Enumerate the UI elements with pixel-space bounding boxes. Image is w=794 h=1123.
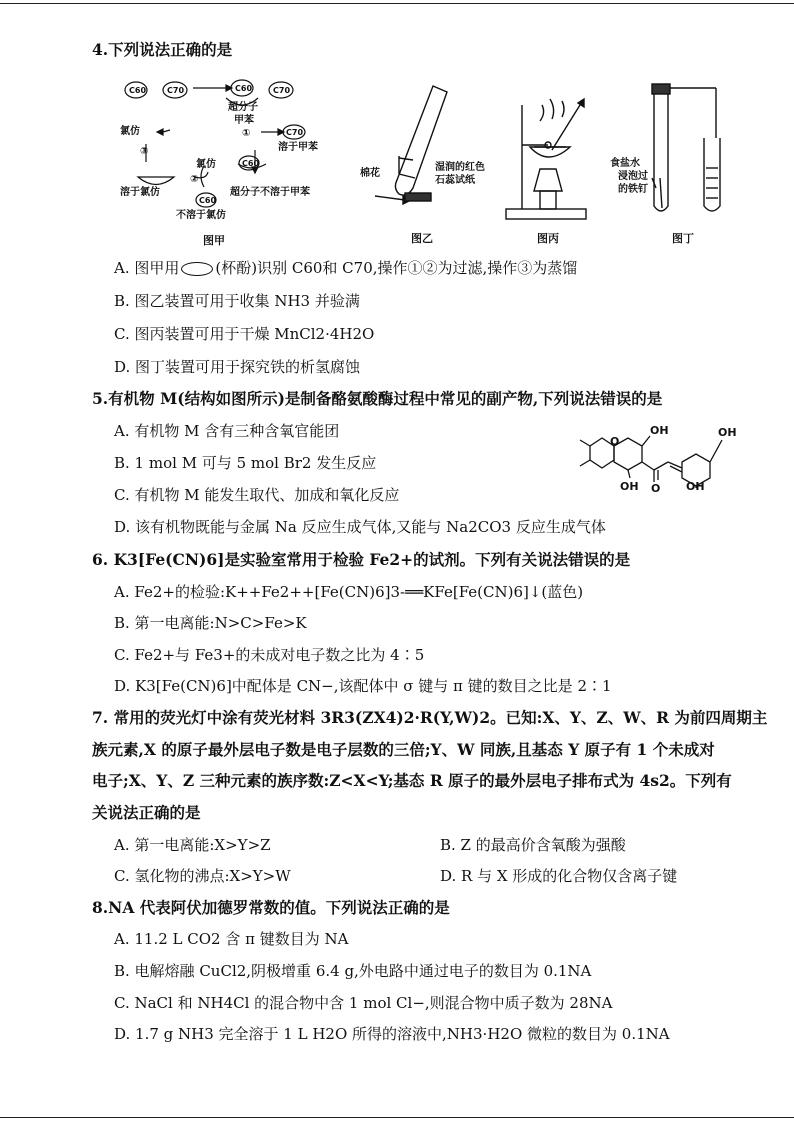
q6-option-d[interactable]: D. K3[Fe(CN)6]中配体是 CN−,该配体中 σ 键与 π 键的数目之比是 2∶1 xyxy=(114,677,612,695)
figure-yi-label: 图乙 xyxy=(411,232,433,245)
struct-oh-3: OH xyxy=(620,480,639,493)
q5-option-a[interactable]: A. 有机物 M 含有三种含氧官能团 xyxy=(114,422,340,440)
yi-paper-line2: 石蕊试纸 xyxy=(435,175,475,186)
jia-step1: ① xyxy=(242,128,251,139)
q7-option-b[interactable]: B. Z 的最高价含氧酸为强酸 xyxy=(440,836,626,854)
q4-option-a[interactable] xyxy=(114,258,577,278)
ding-line3: 的铁钉 xyxy=(618,184,648,195)
q7-option-a[interactable]: A. 第一电离能:X>Y>Z xyxy=(114,836,271,854)
q6-option-c[interactable]: C. Fe2+与 Fe3+的未成对电子数之比为 4∶5 xyxy=(114,646,425,664)
figure-ding xyxy=(600,78,750,228)
q4-stem: 4.下列说法正确的是 xyxy=(92,40,233,59)
jia-insoluble-chloroform: 不溶于氯仿 xyxy=(176,210,226,221)
q7-line3: 电子;X、Y、Z 三种元素的族序数:Z<X<Y;基态 R 原子的最外层电子排布式为 4s2。下列有 xyxy=(92,771,732,790)
jia-dissolve-toluene: 溶于甲苯 xyxy=(278,142,318,153)
jia-c70-3: C70 xyxy=(286,128,304,137)
figure-bing xyxy=(500,95,600,225)
q6-stem: 6. K3[Fe(CN)6]是实验室常用于检验 Fe2+的试剂。下列有关说法错误的是 xyxy=(92,550,631,569)
q8-option-c[interactable]: C. NaCl 和 NH4Cl 的混合物中含 1 mol Cl−,则混合物中质子数为 28NA xyxy=(114,994,613,1012)
jia-c60-1: C60 xyxy=(129,86,147,95)
q7-option-d[interactable]: D. R 与 X 形成的化合物仅含离子键 xyxy=(440,867,678,885)
q8-option-a[interactable]: A. 11.2 L CO2 含 π 键数目为 NA xyxy=(114,930,349,948)
jia-step2: ② xyxy=(190,174,199,185)
bottom-border xyxy=(0,1117,794,1118)
ding-line1: 食盐水 xyxy=(610,158,640,169)
jia-c60-4: C60 xyxy=(199,196,217,205)
figure-bing-label: 图丙 xyxy=(537,232,559,245)
struct-carbonyl-o: O xyxy=(651,482,661,495)
q7-line4: 关说法正确的是 xyxy=(92,803,201,822)
jia-c70-2: C70 xyxy=(273,86,291,95)
q8-stem: 8.NA 代表阿伏加德罗常数的值。下列说法正确的是 xyxy=(92,898,450,917)
q5-option-d[interactable]: D. 该有机物既能与金属 Na 反应生成气体,又能与 Na2CO3 反应生成气体 xyxy=(114,518,606,536)
q4-option-c[interactable]: C. 图丙装置可用于干燥 MnCl2·4H2O xyxy=(114,325,375,343)
q5-stem: 5.有机物 M(结构如图所示)是制备酪氨酸酶过程中常见的副产物,下列说法错误的是 xyxy=(92,389,663,408)
q7-line2: 族元素,X 的原子最外层电子数是电子层数的三倍;Y、W 同族,且基态 Y 原子有 1 个未成对 xyxy=(92,740,715,759)
jia-chloroform-1: 氯仿 xyxy=(120,126,140,137)
q5-option-c[interactable]: C. 有机物 M 能发生取代、加成和氧化反应 xyxy=(114,486,400,504)
jia-insoluble-toluene: 超分子不溶于甲苯 xyxy=(230,187,310,198)
calixarene-icon xyxy=(181,262,213,276)
jia-c60-3: C60 xyxy=(242,159,260,168)
ding-line2: 浸泡过 xyxy=(618,171,648,182)
figure-jia xyxy=(118,72,358,247)
top-border xyxy=(0,3,794,4)
q6-option-a[interactable]: A. Fe2+的检验:K++Fe2++[Fe(CN)6]3-══KFe[Fe(CN)6]↓(蓝色) xyxy=(114,583,584,601)
struct-oh-4: OH xyxy=(686,480,705,493)
q8-option-b[interactable]: B. 电解熔融 CuCl2,阴极增重 6.4 g,外电路中通过电子的数目为 0.1NA xyxy=(114,962,592,980)
q4-option-a-pre: A. 图甲用 xyxy=(114,259,180,277)
struct-ring-o: O xyxy=(610,435,620,448)
q7-line1: 7. 常用的荧光灯中涂有荧光材料 3R3(ZX4)2·R(Y,W)2。已知:X、Y、Z、W、R 为前四周期主 xyxy=(92,708,768,727)
jia-c70-1: C70 xyxy=(167,86,185,95)
jia-supramolecule-1: 超分子 xyxy=(228,102,258,113)
q4-option-d[interactable]: D. 图丁装置可用于探究铁的析氢腐蚀 xyxy=(114,358,361,376)
q4-option-b[interactable]: B. 图乙装置可用于收集 NH3 并验满 xyxy=(114,292,360,310)
jia-step3: ③ xyxy=(140,146,149,157)
q5-option-b[interactable]: B. 1 mol M 可与 5 mol Br2 发生反应 xyxy=(114,454,377,472)
yi-paper-line1: 湿润的红色 xyxy=(435,162,485,173)
q4-option-a-post: (杯酚)识别 C60和 C70,操作①②为过滤,操作③为蒸馏 xyxy=(215,259,578,277)
yi-cotton: 棉花 xyxy=(360,168,380,179)
q7-option-c[interactable]: C. 氢化物的沸点:X>Y>W xyxy=(114,867,291,885)
figure-ding-label: 图丁 xyxy=(672,232,694,245)
figure-yi xyxy=(355,78,515,228)
struct-oh-2: OH xyxy=(718,426,737,439)
figure-jia-label: 图甲 xyxy=(203,234,225,247)
jia-chloroform-2: 氯仿 xyxy=(196,159,216,170)
q8-option-d[interactable]: D. 1.7 g NH3 完全溶于 1 L H2O 所得的溶液中,NH3·H2O 微粒的数目为 0.1NA xyxy=(114,1025,670,1043)
jia-c60-2: C60 xyxy=(235,84,253,93)
jia-dissolve-chloroform: 溶于氯仿 xyxy=(120,187,160,198)
jia-toluene: 甲苯 xyxy=(234,115,254,126)
struct-oh-1: OH xyxy=(650,424,669,437)
molecule-m-structure xyxy=(570,418,770,498)
q6-option-b[interactable]: B. 第一电离能:N>C>Fe>K xyxy=(114,614,307,632)
